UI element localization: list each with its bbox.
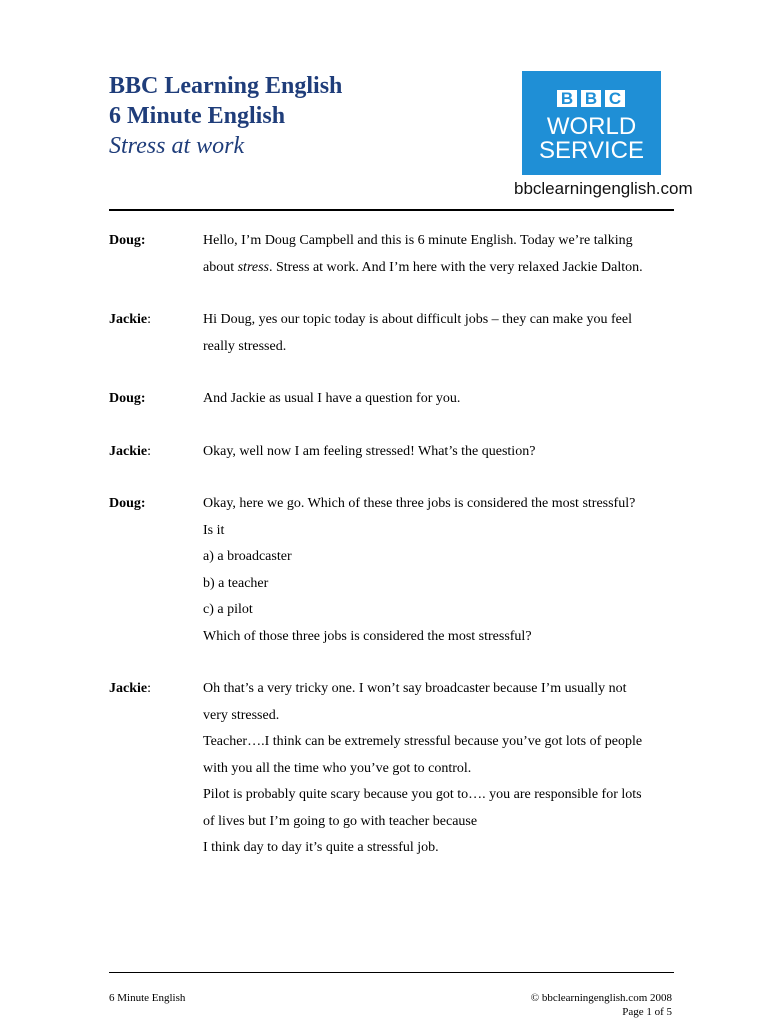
line-text: a) a broadcaster: [203, 549, 292, 564]
dialogue-turn: [109, 676, 699, 862]
document-header: [109, 71, 342, 161]
line-text: very stressed.: [203, 707, 280, 723]
line-text: with you all the time who you’ve got to control.: [203, 760, 472, 776]
speech-line: [203, 255, 699, 282]
speech-text: [203, 307, 699, 360]
speech-line: [203, 676, 699, 703]
speech-line: [203, 729, 699, 756]
footer-info: [531, 991, 672, 1019]
speech-text: [203, 491, 699, 650]
speaker-label: [109, 386, 203, 413]
speaker-name: Doug: [109, 233, 141, 248]
logo-word-world: WORLD: [546, 113, 637, 140]
header-title: BBC Learning English: [109, 73, 343, 99]
line-text: about: [203, 259, 238, 275]
line-text: b) a teacher: [203, 575, 269, 591]
line-text: Teacher….I think can be extremely stressful because you’ve got lots of people: [203, 734, 643, 749]
dialogue-turn: [109, 386, 699, 413]
speaker-label: [109, 228, 203, 281]
speech-line: [203, 809, 699, 836]
speech-line: [203, 571, 699, 598]
speech-text: [203, 386, 699, 413]
speaker-colon: :: [147, 681, 151, 696]
speech-line: [203, 835, 699, 862]
speech-text: [203, 676, 699, 862]
speaker-colon: :: [147, 443, 151, 459]
line-text: Pilot is probably quite scary because you got to…. you are responsible for lots: [203, 787, 642, 802]
speech-line: [203, 597, 699, 624]
line-text: Hi Doug, yes our topic today is about difficult jobs – they can make you feel: [203, 312, 632, 327]
line-text: Okay, here we go. Which of these three jobs is considered the most stressful?: [203, 496, 636, 511]
speaker-colon: :: [147, 312, 151, 327]
header-programme: 6 Minute English: [109, 103, 286, 129]
line-text: really stressed.: [203, 338, 287, 354]
speech-line: [203, 703, 699, 730]
speech-line: [203, 307, 699, 334]
footer-copyright: © bbclearningenglish.com 2008: [530, 992, 672, 1004]
speaker-colon: :: [140, 233, 146, 248]
footer-divider: [109, 972, 674, 973]
dialogue-turn: [109, 439, 699, 466]
line-text: And Jackie as usual I have a question for you.: [203, 391, 461, 406]
speaker-label: [109, 676, 203, 862]
speech-line: [203, 518, 699, 545]
dialogue-turn: [109, 228, 699, 281]
bbc-blocks: [557, 90, 625, 107]
bbc-letter-block: B: [557, 90, 577, 107]
speaker-name: Doug: [109, 391, 141, 406]
line-text: Hello, I’m Doug Campbell and this is 6 minute English. Today we’re talking: [203, 233, 633, 248]
dialogue-turn: [109, 307, 699, 360]
speech-line: [203, 491, 699, 518]
line-text: Is it: [203, 522, 225, 538]
speech-line: [203, 756, 699, 783]
speaker-label: [109, 491, 203, 650]
speaker-name: Doug: [109, 496, 141, 511]
header-divider: [109, 209, 674, 211]
speaker-label: [109, 307, 203, 360]
line-text: I think day to day it’s quite a stressful job.: [203, 840, 439, 855]
speech-line: [203, 439, 699, 466]
speech-text: [203, 228, 699, 281]
speaker-label: [109, 439, 203, 466]
line-text: Oh that’s a very tricky one. I won’t say broadcaster because I’m usually not: [203, 681, 627, 696]
line-text: Which of those three jobs is considered the most stressful?: [203, 628, 532, 644]
site-url: bbclearningenglish.com: [514, 179, 693, 198]
speech-line: [203, 386, 699, 413]
speaker-colon: :: [140, 496, 146, 511]
dialogue-transcript: [109, 228, 699, 888]
footer-programme: 6 Minute English: [109, 992, 186, 1004]
speech-text: [203, 439, 699, 466]
header-subtitle: Stress at work: [109, 133, 245, 159]
speech-line: [203, 228, 699, 255]
speech-line: [203, 544, 699, 571]
speaker-name: Jackie: [109, 443, 148, 459]
line-text: Okay, well now I am feeling stressed! What’s the question?: [203, 443, 536, 459]
dialogue-turn: [109, 491, 699, 650]
speaker-name: Jackie: [109, 681, 148, 696]
speech-line: [203, 334, 699, 361]
speaker-name: Jackie: [109, 312, 148, 327]
bbc-letter-block: B: [581, 90, 601, 107]
footer-page-number: Page 1 of 5: [622, 1006, 672, 1018]
bbc-world-service-logo: [522, 71, 661, 175]
logo-word-service: SERVICE: [539, 137, 644, 164]
line-text: . Stress at work. And I’m here with the very relaxed Jackie Dalton.: [269, 259, 643, 275]
speech-line: [203, 782, 699, 809]
emphasis-text: stress: [237, 259, 269, 275]
line-text: of lives but I’m going to go with teacher because: [203, 813, 478, 829]
bbc-letter-block: C: [605, 90, 625, 107]
speaker-colon: :: [140, 391, 146, 406]
speech-line: [203, 624, 699, 651]
line-text: c) a pilot: [203, 602, 253, 617]
